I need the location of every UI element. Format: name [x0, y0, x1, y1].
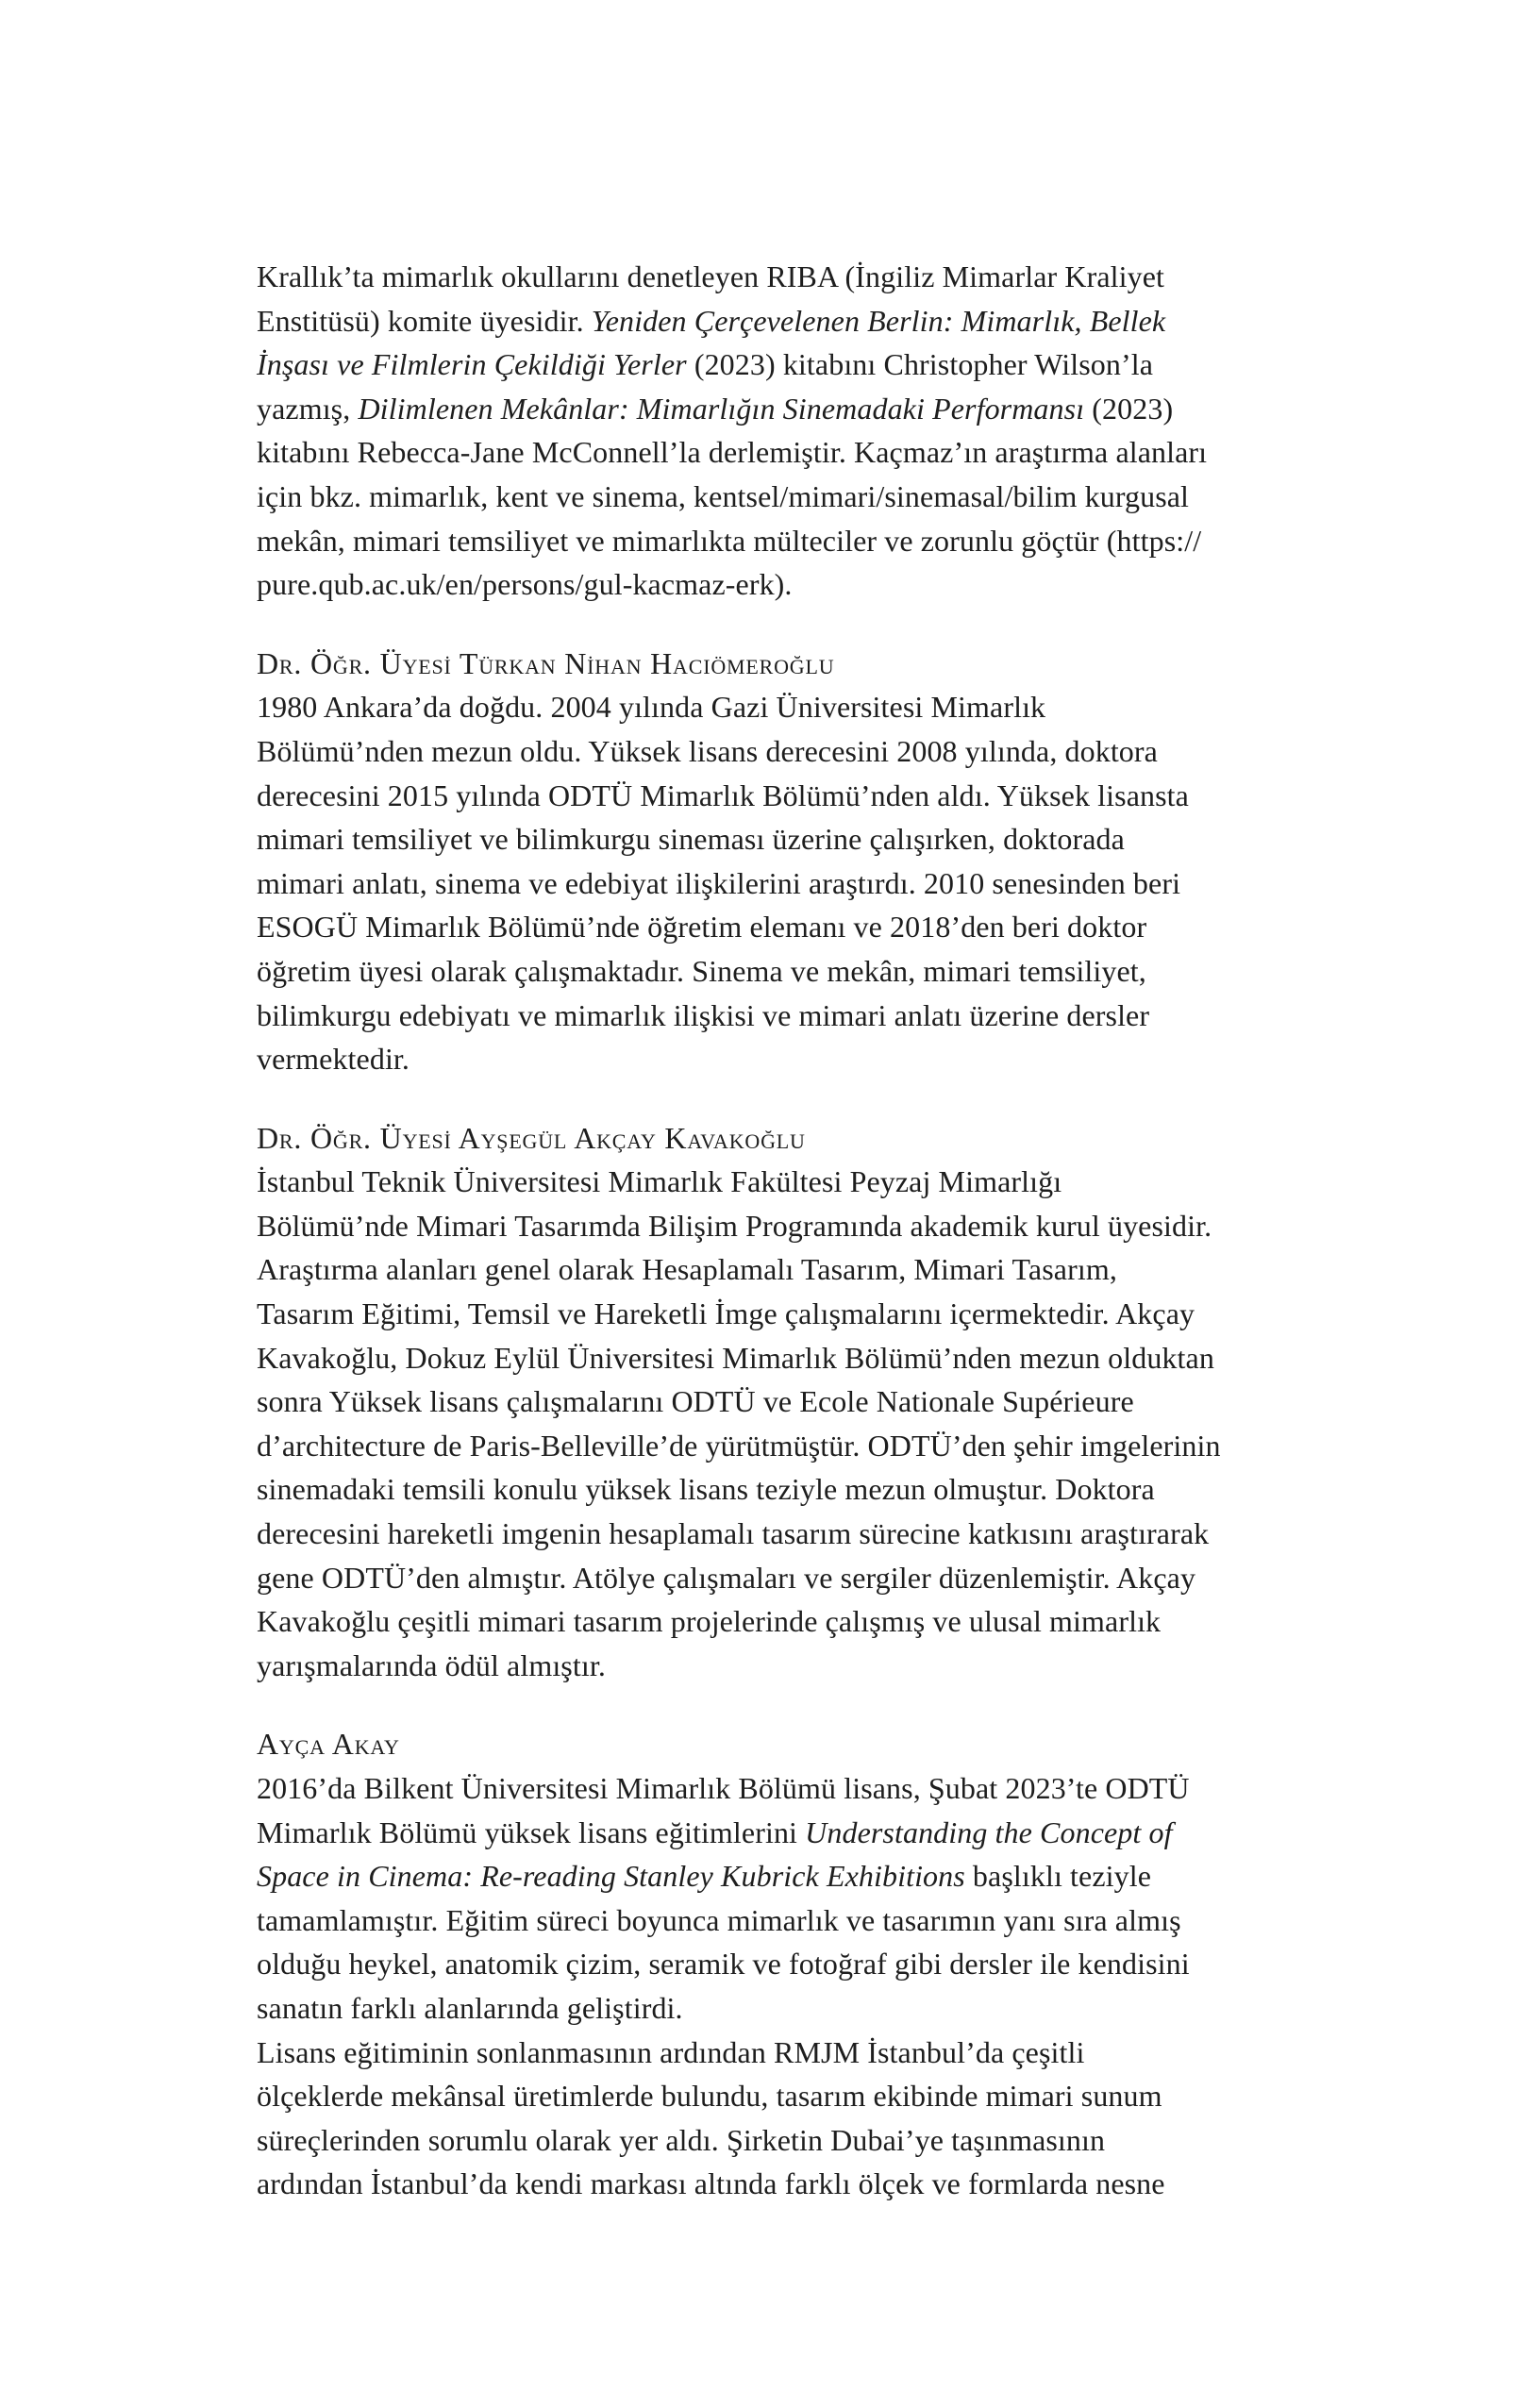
- text-line: kitabını Rebecca-Jane McConnell’la derlemiştir. Kaçmaz’ın araştırma alanları: [257, 435, 1208, 470]
- text-line: d’architecture de Paris-Belleville’de yürütmüştür. ODTÜ’den şehir imgelerinin: [257, 1428, 1221, 1463]
- text-line: Bölümü’nden mezun oldu. Yüksek lisans derecesini 2008 yılında, doktora: [257, 733, 1158, 768]
- thesis-title-italic: Space in Cinema: Re-reading Stanley Kubrick Exhibitions: [257, 1859, 965, 1894]
- book-title-italic: Yeniden Çerçevelenen Berlin: Mimarlık, Bellek: [591, 303, 1166, 338]
- text-line: ölçeklerde mekânsal üretimlerde bulundu, tasarım ekibinde mimari sunum: [257, 2079, 1162, 2114]
- text-line: mimari anlatı, sinema ve edebiyat ilişkilerini araştırdı. 2010 senesinden beri: [257, 865, 1181, 900]
- text-line: öğretim üyesi olarak çalışmaktadır. Sinema ve mekân, mimari temsiliyet,: [257, 953, 1146, 988]
- text-run: (2023): [1084, 391, 1174, 426]
- text-line: 2016’da Bilkent Üniversitesi Mimarlık Bölümü lisans, Şubat 2023’te ODTÜ: [257, 1771, 1190, 1805]
- text-line: vermektedir.: [257, 1042, 410, 1077]
- text-line: bilimkurgu edebiyatı ve mimarlık ilişkisi ve mimari anlatı üzerine dersler: [257, 997, 1150, 1032]
- text-line: ardından İstanbul’da kendi markası altında farklı ölçek ve formlarda nesne: [257, 2166, 1165, 2201]
- text-line: Tasarım Eğitimi, Temsil ve Hareketli İmge çalışmalarını içermektedir. Akçay: [257, 1296, 1195, 1331]
- section-heading: Dr. Öğr. Üyesi Türkan Nihan Hacıömeroğlu: [257, 645, 835, 680]
- bio-section-ayca-akay: [257, 1722, 1318, 2206]
- text-run: başlıklı teziyle: [964, 1859, 1152, 1894]
- text-line: [257, 387, 1318, 431]
- text-line: için bkz. mimarlık, kent ve sinema, kentsel/mimari/sinemasal/bilim kurgusal: [257, 478, 1190, 513]
- text-line: Krallık’ta mimarlık okullarını denetleyen RIBA (İngiliz Mimarlar Kraliyet: [257, 259, 1165, 293]
- book-title-italic: Dilimlenen Mekânlar: Mimarlığın Sinemadaki Performansı: [358, 391, 1085, 426]
- text-line: olduğu heykel, anatomik çizim, seramik ve fotoğraf gibi dersler ile kendisini: [257, 1947, 1190, 1982]
- text-line: sanatın farklı alanlarında geliştirdi.: [257, 1990, 683, 2025]
- text-line: mekân, mimari temsiliyet ve mimarlıkta mülteciler ve zorunlu göçtür (https://: [257, 523, 1202, 558]
- text-line: sonra Yüksek lisans çalışmalarını ODTÜ ve Ecole Nationale Supérieure: [257, 1384, 1134, 1419]
- text-line: derecesini 2015 yılında ODTÜ Mimarlık Bölümü’nden aldı. Yüksek lisansta: [257, 778, 1189, 812]
- text-line: Kavakoğlu, Dokuz Eylül Üniversitesi Mimarlık Bölümü’nden mezun olduktan: [257, 1340, 1214, 1375]
- text-line: İstanbul Teknik Üniversitesi Mimarlık Fakültesi Peyzaj Mimarlığı: [257, 1164, 1062, 1199]
- section-heading: Ayça Akay: [257, 1727, 400, 1762]
- thesis-title-italic: Understanding the Concept of: [805, 1814, 1173, 1849]
- text-line: yarışmalarında ödül almıştır.: [257, 1647, 606, 1682]
- section-heading: Dr. Öğr. Üyesi Ayşegül Akçay Kavakoğlu: [257, 1120, 806, 1155]
- text-line: gene ODTÜ’den almıştır. Atölye çalışmaları ve sergiler düzenlemiştir. Akçay: [257, 1560, 1196, 1595]
- bio-paragraph-gul-kacmaz-erk: [257, 255, 1318, 607]
- biography-text-block: [257, 255, 1318, 2206]
- text-line: [257, 299, 1318, 343]
- text-line: 1980 Ankara’da doğdu. 2004 yılında Gazi Üniversitesi Mimarlık: [257, 690, 1046, 725]
- text-line: tamamlamıştır. Eğitim süreci boyunca mimarlık ve tasarımın yanı sıra almış: [257, 1902, 1181, 1937]
- text-run: (2023) kitabını Christopher Wilson’la: [686, 347, 1154, 382]
- text-line: ESOGÜ Mimarlık Bölümü’nde öğretim elemanı ve 2018’den beri doktor: [257, 910, 1147, 945]
- text-line: Lisans eğitiminin sonlanmasının ardından RMJM İstanbul’da çeşitli: [257, 2034, 1085, 2069]
- text-run: yazmış,: [257, 391, 359, 426]
- text-line: sinemadaki temsili konulu yüksek lisans teziyle mezun olmuştur. Doktora: [257, 1472, 1155, 1507]
- text-run: Enstitüsü) komite üyesidir.: [257, 303, 592, 338]
- text-line: Kavakoğlu çeşitli mimari tasarım projelerinde çalışmış ve ulusal mimarlık: [257, 1604, 1162, 1639]
- text-line: pure.qub.ac.uk/en/persons/gul-kacmaz-erk).: [257, 567, 793, 602]
- text-line: [257, 343, 1318, 387]
- text-run: Mimarlık Bölümü yüksek lisans eğitimlerini: [257, 1814, 806, 1849]
- text-line: mimari temsiliyet ve bilimkurgu sineması üzerine çalışırken, doktorada: [257, 822, 1125, 857]
- bio-section-aysegul-akcay-kavakoglu: [257, 1116, 1318, 1688]
- text-line: [257, 1811, 1318, 1855]
- text-line: [257, 1854, 1318, 1898]
- text-line: derecesini hareketli imgenin hesaplamalı tasarım sürecine katkısını araştırarak: [257, 1516, 1210, 1551]
- text-line: Bölümü’nde Mimari Tasarımda Bilişim Programında akademik kurul üyesidir.: [257, 1208, 1212, 1243]
- book-title-italic: İnşası ve Filmlerin Çekildiği Yerler: [257, 347, 687, 382]
- bio-section-turkan-nihan-haciomeroglu: [257, 642, 1318, 1081]
- text-line: Araştırma alanları genel olarak Hesaplamalı Tasarım, Mimari Tasarım,: [257, 1252, 1117, 1287]
- text-line: süreçlerinden sorumlu olarak yer aldı. Şirketin Dubai’ye taşınmasının: [257, 2122, 1106, 2157]
